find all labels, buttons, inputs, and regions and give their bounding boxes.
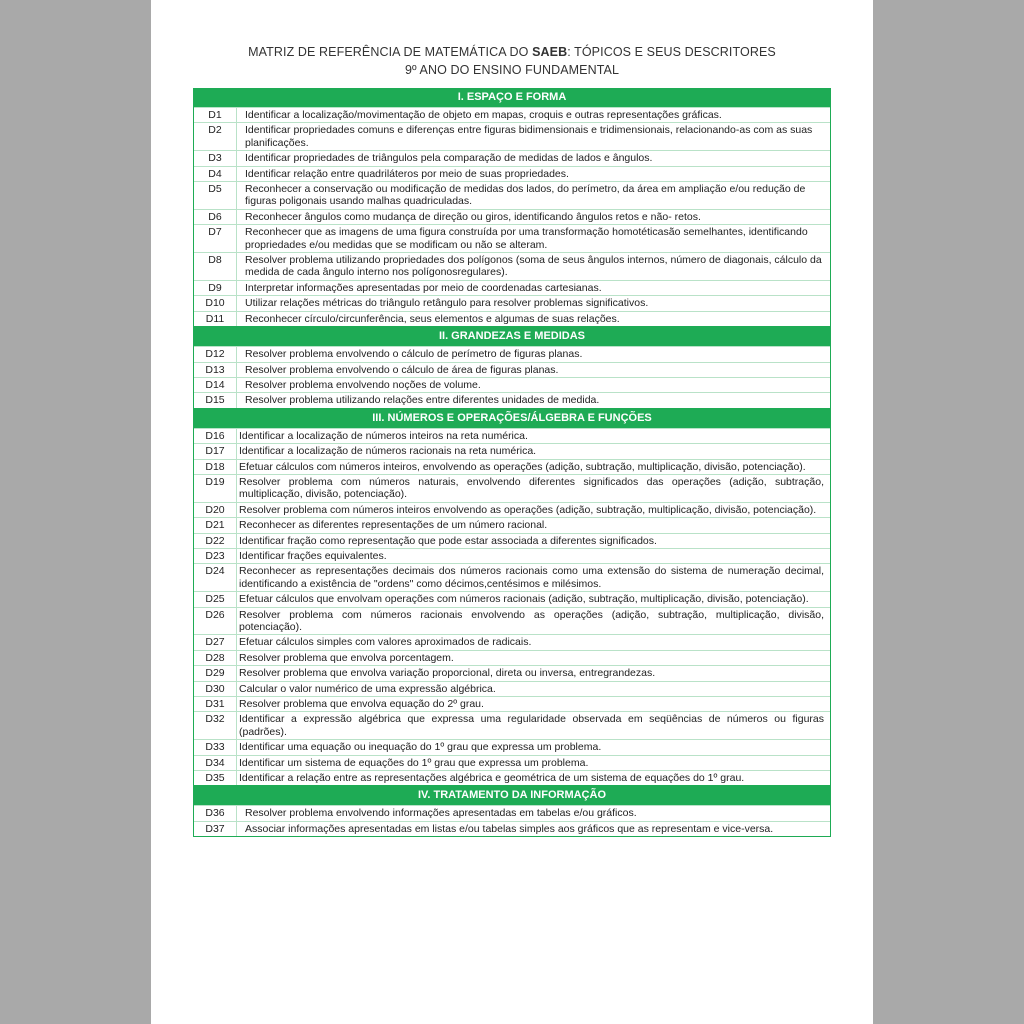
descriptor-text: Identificar frações equivalentes.: [239, 549, 387, 562]
descriptor-text: Resolver problema com números inteiros envolvendo as operações (adição, subtração, multiplicação, divisão, potenciação).: [239, 503, 817, 516]
descriptor-code: D27: [194, 635, 237, 649]
descriptor-text: Resolver problema que envolva equação do 2º grau.: [239, 698, 484, 711]
descriptor-text: Identificar um sistema de equações do 1º grau que expressa um problema.: [239, 756, 589, 769]
descriptor-text: Interpretar informações apresentadas por meio de coordenadas cartesianas.: [245, 281, 602, 294]
descriptor-text: Resolver problema envolvendo noções de volume.: [245, 378, 481, 391]
descriptor-row: [194, 634, 830, 649]
descriptor-text: Resolver problema envolvendo o cálculo de área de figuras planas.: [245, 363, 559, 376]
descriptor-code: D37: [194, 822, 237, 836]
descriptor-row: [194, 650, 830, 665]
descriptor-row: [194, 150, 830, 165]
descriptor-text: Identificar propriedades comuns e diferenças entre figuras bidimensionais e tridimensionais, relacionando-as com as suas planificações.: [245, 124, 813, 149]
descriptor-text: Resolver problema que envolva porcentagem.: [239, 651, 454, 664]
descriptor-text: Identificar a relação entre as representações algébrica e geométrica de um sistema de equações do 1º grau.: [239, 772, 745, 785]
descriptor-code: D14: [194, 378, 237, 392]
descriptor-text: Identificar propriedades de triângulos pela comparação de medidas de lados e ângulos.: [245, 152, 653, 165]
descriptor-text: Reconhecer as representações decimais dos números racionais como uma extensão do sistema de numeração decimal, identificando a existência de "ordens" como décimos,centésimos e milésimos.: [239, 565, 824, 590]
title-part-saeb: SAEB: [532, 45, 568, 59]
descriptor-row: [194, 295, 830, 310]
descriptor-code: D20: [194, 503, 237, 517]
descriptor-code: D12: [194, 347, 237, 361]
descriptor-code: D9: [194, 281, 237, 295]
descriptor-text: Identificar a localização de números inteiros na reta numérica.: [239, 429, 528, 442]
descriptor-text: Reconhecer as diferentes representações de um número racional.: [239, 519, 548, 532]
section-header: IV. TRATAMENTO DA INFORMAÇÃO: [194, 786, 830, 805]
descriptor-code: D7: [194, 225, 237, 252]
descriptor-code: D25: [194, 592, 237, 606]
descriptor-text: Reconhecer que as imagens de uma figura construída por uma transformação homotéticasão semelhantes, identificando propriedades e/ou medidas que se modificam ou não se alteram.: [245, 226, 808, 251]
descriptor-row: [194, 392, 830, 407]
descriptor-text: Resolver problema com números racionais envolvendo as operações (adição, subtração, multiplicação, divisão, potenciação).: [239, 608, 824, 633]
descriptor-row: [194, 517, 830, 532]
descriptor-row: [194, 428, 830, 443]
descriptor-code: D10: [194, 296, 237, 310]
descriptor-row: [194, 474, 830, 502]
descriptor-text: Reconhecer a conservação ou modificação de medidas dos lados, do perímetro, da área em ampliação e/ou redução de figuras poligonais usando malhas quadriculadas.: [245, 183, 806, 208]
descriptor-code: D29: [194, 666, 237, 680]
descriptor-row: [194, 770, 830, 785]
descriptor-code: D31: [194, 697, 237, 711]
descriptor-row: [194, 166, 830, 181]
descriptor-code: D24: [194, 564, 237, 591]
descriptor-row: [194, 607, 830, 635]
descriptor-code: D35: [194, 771, 237, 785]
descriptor-row: [194, 739, 830, 754]
section-2: [193, 327, 831, 409]
descriptor-text: Resolver problema com números naturais, envolvendo diferentes significados das operações (adição, subtração, multiplicação, divisão, potenciação).: [239, 475, 824, 501]
descriptor-table: [193, 88, 831, 837]
descriptor-text: Calcular o valor numérico de uma expressão algébrica.: [239, 682, 496, 695]
section-4: [193, 786, 831, 837]
descriptor-text: Identificar a localização de números racionais na reta numérica.: [239, 445, 537, 458]
descriptor-row: [194, 209, 830, 224]
descriptor-text: Identificar relação entre quadriláteros por meio de suas propriedades.: [245, 167, 569, 180]
descriptor-text: Efetuar cálculos com números inteiros, envolvendo as operações (adição, subtração, multiplicação, divisão, potenciação).: [239, 460, 806, 473]
descriptor-code: D13: [194, 363, 237, 377]
document-title: [151, 45, 873, 59]
descriptor-code: D22: [194, 534, 237, 548]
descriptor-code: D34: [194, 756, 237, 770]
section-3: [193, 409, 831, 787]
descriptor-row: [194, 711, 830, 739]
descriptor-row: [194, 533, 830, 548]
descriptor-row: [194, 459, 830, 474]
descriptor-row: [194, 252, 830, 280]
descriptor-text: Utilizar relações métricas do triângulo retângulo para resolver problemas significativos.: [245, 297, 649, 310]
document-subtitle: 9º ANO DO ENSINO FUNDAMENTAL: [404, 63, 620, 77]
descriptor-row: [194, 665, 830, 680]
descriptor-code: D4: [194, 167, 237, 181]
descriptor-text: Resolver problema envolvendo informações apresentadas em tabelas e/ou gráficos.: [245, 807, 637, 820]
descriptor-code: D5: [194, 182, 237, 209]
descriptor-row: [194, 502, 830, 517]
descriptor-row: [194, 548, 830, 563]
section-header: II. GRANDEZAS E MEDIDAS: [194, 327, 830, 346]
descriptor-row: [194, 821, 830, 836]
descriptor-text: Efetuar cálculos simples com valores aproximados de radicais.: [239, 636, 532, 649]
descriptor-row: [194, 755, 830, 770]
descriptor-text: Efetuar cálculos que envolvam operações com números racionais (adição, subtração, multiplicação, divisão, potenciação).: [239, 593, 809, 606]
title-part-2: : TÓPICOS E SEUS DESCRITORES: [567, 45, 776, 59]
section-1: [193, 88, 831, 327]
descriptor-text: Resolver problema envolvendo o cálculo de perímetro de figuras planas.: [245, 348, 583, 361]
descriptor-row: [194, 346, 830, 361]
descriptor-row: [194, 280, 830, 295]
descriptor-row: [194, 696, 830, 711]
descriptor-text: Resolver problema utilizando propriedades dos polígonos (soma de seus ângulos internos, número de diagonais, cálculo da medida de cada ângulo interno nos polígonosregulares).: [245, 254, 822, 279]
descriptor-code: D15: [194, 393, 237, 407]
descriptor-code: D2: [194, 123, 237, 150]
descriptor-text: Resolver problema utilizando relações entre diferentes unidades de medida.: [245, 394, 600, 407]
descriptor-code: D16: [194, 429, 237, 443]
descriptor-code: D6: [194, 210, 237, 224]
descriptor-row: [194, 311, 830, 326]
descriptor-code: D36: [194, 806, 237, 820]
descriptor-row: [194, 563, 830, 591]
descriptor-code: D26: [194, 608, 237, 635]
descriptor-text: Resolver problema que envolva variação proporcional, direta ou inversa, entregrandezas.: [239, 667, 656, 680]
descriptor-code: D8: [194, 253, 237, 280]
descriptor-code: D28: [194, 651, 237, 665]
descriptor-text: Identificar a expressão algébrica que expressa uma regularidade observada em seqüências de números ou figuras (padrões).: [239, 713, 824, 738]
descriptor-text: Associar informações apresentadas em listas e/ou tabelas simples aos gráficos que as representam e vice-versa.: [245, 822, 774, 835]
descriptor-row: [194, 443, 830, 458]
title-part-1: MATRIZ DE REFERÊNCIA DE MATEMÁTICA DO: [248, 45, 533, 59]
descriptor-row: [194, 362, 830, 377]
descriptor-code: D33: [194, 740, 237, 754]
descriptor-row: [194, 805, 830, 820]
descriptor-text: Identificar a localização/movimentação de objeto em mapas, croquis e outras representações gráficas.: [245, 109, 722, 121]
section-header: III. NÚMEROS E OPERAÇÕES/ÁLGEBRA E FUNÇÕES: [194, 409, 830, 428]
descriptor-text: Reconhecer ângulos como mudança de direção ou giros, identificando ângulos retos e não- retos.: [245, 210, 701, 223]
document-page: [151, 0, 873, 1024]
descriptor-row: [194, 377, 830, 392]
descriptor-code: D21: [194, 518, 237, 532]
descriptor-row: [194, 122, 830, 150]
descriptor-code: D30: [194, 682, 237, 696]
descriptor-row: [194, 591, 830, 606]
descriptor-code: D19: [194, 475, 237, 502]
descriptor-row: [194, 681, 830, 696]
descriptor-row: [194, 181, 830, 209]
descriptor-code: D11: [194, 312, 237, 326]
section-header: I. ESPAÇO E FORMA: [194, 88, 830, 107]
descriptor-code: D23: [194, 549, 237, 563]
descriptor-row: [194, 224, 830, 252]
descriptor-row: [194, 107, 830, 122]
descriptor-code: D32: [194, 712, 237, 739]
descriptor-code: D3: [194, 151, 237, 165]
descriptor-text: Reconhecer círculo/circunferência, seus elementos e algumas de suas relações.: [245, 312, 620, 325]
descriptor-code: D17: [194, 444, 237, 458]
descriptor-code: D18: [194, 460, 237, 474]
descriptor-text: Identificar fração como representação que pode estar associada a diferentes significados.: [239, 534, 657, 547]
descriptor-text: Identificar uma equação ou inequação do 1º grau que expressa um problema.: [239, 741, 602, 754]
descriptor-code: D1: [194, 108, 237, 122]
